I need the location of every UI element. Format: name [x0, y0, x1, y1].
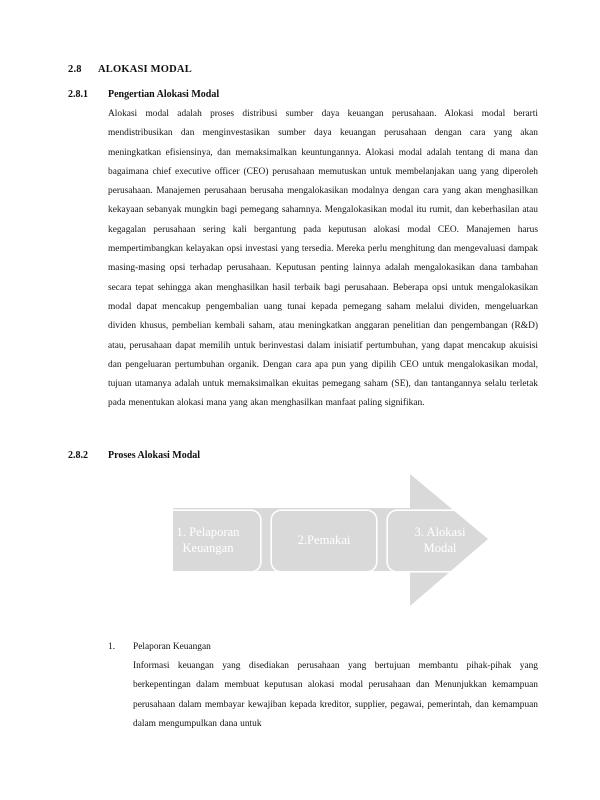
subsection-title-281: Pengertian Alokasi Modal	[108, 89, 220, 100]
flow-box-2-line1: 2.Pemakai	[297, 533, 351, 547]
paragraph-pengertian-alokasi-modal: Alokasi modal adalah proses distribusi sumber daya keuangan perusahaan. Alokasi modal berarti mendistribusikan dan menginvestasikan sumber daya keuangan perusahaan dengan cara yang akan meningkatkan efisiensinya, dan memaksimalkan keuntungannya. Alokasi modal adalah tentang di mana dan bagaimana chief executive officer (CEO) perusahaan memutuskan untuk membelanjakan uang yang diperoleh perusahaan. Manajemen perusahaan berusaha mengalokasikan modalnya dengan cara yang akan menghasilkan kekayaan sebanyak mungkin bagi pemegang sahamnya. Mengalokasikan modal itu rumit, dan keberhasilan atau kegagalan perusahaan sering kali bergantung pada keputusan alokasi modal CEO. Manajemen harus mempertimbangkan kelayakan opsi investasi yang tersedia. Mereka perlu menghitung dan mengevaluasi dampak masing-masing opsi terhadap perusahaan. Keputusan penting lainnya adalah mengalokasikan dana tambahan secara tepat sehingga akan menghasilkan hasil terbaik bagi perusahaan. Beberapa opsi untuk mengalokasikan modal dapat mencakup pengembalian uang tunai kepada pemegang saham melalui dividen, mengeluarkan dividen khusus, pembelian kembali saham, atau meningkatkan anggaran penelitian dan pengembangan (R&D) atau, perusahaan dapat memilih untuk berinvestasi dalam inisiatif pertumbuhan, yang dapat mencakup akuisisi dan pengeluaran pertumbuhan organik. Dengan cara apa pun yang dipilih CEO untuk mengalokasikan modal, tujuan utamanya adalah untuk memaksimalkan ekuitas pemegang saham (SE), dan tantangannya selalu terletak pada menentukan alokasi mana yang akan menghasilkan manfaat paling signifikan.	[108, 109, 538, 409]
subsection-heading-282	[68, 450, 538, 461]
subsection-number-282: 2.8.2	[68, 449, 88, 461]
subsection-number-281: 2.8.1	[68, 89, 88, 100]
section-title: ALOKASI MODAL	[98, 64, 192, 75]
numbered-list	[68, 638, 538, 734]
list-item-title: Pelaporan Keuangan	[133, 641, 211, 652]
list-item	[108, 638, 538, 734]
flow-box-3-line2: Modal	[423, 540, 457, 555]
subsection-heading-281	[68, 89, 538, 100]
flow-box-1-line1: 1. Pelaporan	[176, 525, 240, 540]
spacer	[68, 616, 538, 636]
flow-box-3-line1: 3. Alokasi	[414, 525, 466, 540]
process-flow-diagram	[68, 466, 538, 616]
section-number: 2.8	[68, 64, 82, 75]
section-heading	[68, 64, 538, 75]
flow-box-1-pelaporan-keuangan[interactable]	[156, 511, 260, 571]
page-content	[68, 64, 538, 734]
list-item-paragraph: Informasi keuangan yang disediakan perusahaan yang bertujuan membantu pihak-pihak yang berkepentingan dalam membuat keputusan alokasi modal perusahaan dan Menunjukkan kemampuan perusahaan dalam membayar kewajiban kepada kreditor, supplier, pegawai, pemerintah, dan kemampuan dalam mengumpulkan dana untuk	[133, 661, 538, 729]
flow-box-3-alokasi-modal[interactable]	[388, 511, 492, 571]
list-item-body	[133, 638, 538, 734]
flow-box-1-line2: Keuangan	[182, 540, 234, 555]
subsection-title-282: Proses Alokasi Modal	[108, 449, 201, 461]
list-item-marker: 1.	[108, 641, 116, 652]
spacer	[68, 414, 538, 450]
flow-box-2-pemakai[interactable]	[272, 511, 376, 571]
